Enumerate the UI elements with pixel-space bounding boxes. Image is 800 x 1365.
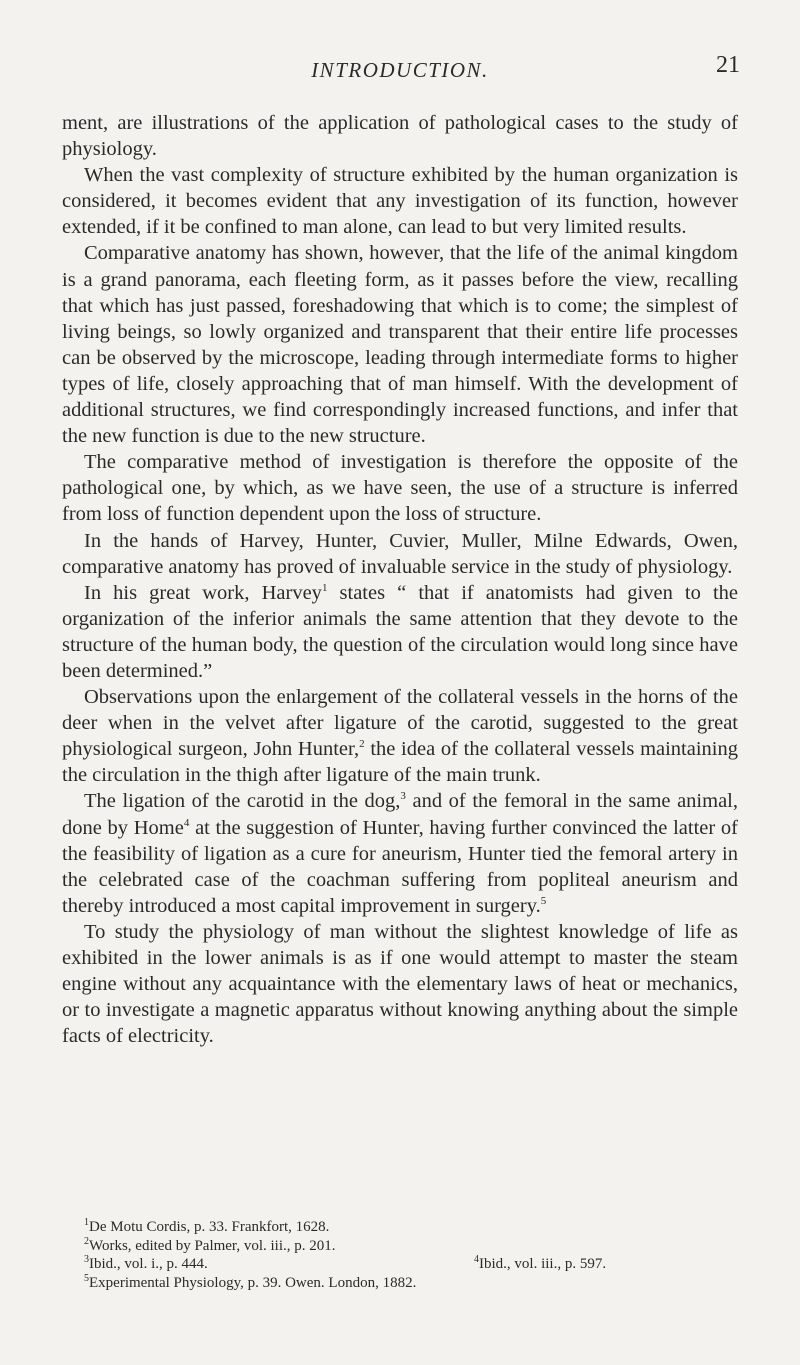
footnote-ref-2: 2 xyxy=(359,738,365,751)
footnote-4 xyxy=(474,1255,606,1274)
footnote-3-text: Ibid., vol. i., p. 444. xyxy=(89,1256,208,1272)
paragraph-6 xyxy=(62,580,738,684)
footnote-2 xyxy=(84,1237,744,1256)
paragraph-7-text-b: the idea of the collateral vessels maintaining the circulation in the thigh after ligature of the main trunk. xyxy=(62,738,738,787)
footnote-1-mark: 1 xyxy=(84,1217,89,1228)
footnote-5 xyxy=(84,1274,744,1293)
body-text xyxy=(62,110,738,1049)
paragraph-2: When the vast complexity of structure exhibited by the human organization is considered, it becomes evident that any investigation of its function, however extended, if it be confined to man alone, can lead to but very limited results. xyxy=(62,164,738,239)
footnote-ref-4: 4 xyxy=(183,816,190,829)
footnote-3-mark: 3 xyxy=(84,1254,89,1265)
footnote-5-text: Experimental Physiology, p. 39. Owen. London, 1882. xyxy=(89,1274,417,1291)
footnote-ref-3: 3 xyxy=(400,790,406,803)
paragraph-6-text-a: In his great work, Harvey xyxy=(84,581,322,604)
footnote-2-mark: 2 xyxy=(84,1235,89,1247)
paragraph-1: ment, are illustrations of the application of pathological cases to the study of physiology. xyxy=(62,112,738,161)
footnote-row-3-4 xyxy=(84,1255,744,1274)
paragraph-5: In the hands of Harvey, Hunter, Cuvier, Muller, Milne Edwards, Owen, comparative anatomy has proved of invaluable service in the study of physiology. xyxy=(62,529,738,578)
page-number: 21 xyxy=(716,52,740,78)
footnote-ref-5: 5 xyxy=(540,894,547,907)
footnotes xyxy=(84,1218,744,1292)
paragraph-8-text-c: at the suggestion of Hunter, having further convinced the latter of the feasibility of ligation as a cure for aneurism, Hunter tied the femoral artery in the celebrated case of the coachman suffering from popliteal aneurism and thereby introduced a most capital improvement in surgery. xyxy=(62,816,738,917)
paragraph-8-text-a: The ligation of the carotid in the dog, xyxy=(84,790,401,813)
paragraph-8 xyxy=(62,788,738,918)
paragraph-3: Comparative anatomy has shown, however, that the life of the animal kingdom is a grand panorama, each fleeting form, as it passes before the view, recalling that which has just passed, foreshadowing that which is to come; the simplest of living beings, so lowly organized and transparent that their entire life processes can be observed by the microscope, leading through intermediate forms to higher types of life, closely approaching that of man himself. With the development of additional structures, we find correspondingly increased functions, and infer that the new function is due to the new structure. xyxy=(62,242,738,448)
footnote-1-text: De Motu Cordis, p. 33. Frankfort, 1628. xyxy=(89,1219,330,1235)
paragraph-8-text-b: and of the femoral in the same animal, done by Home xyxy=(62,790,738,839)
footnote-4-mark: 4 xyxy=(474,1254,479,1265)
paragraph-6-text-b: states “ that if anatomists had given to the organization of the inferior animals the same attention that they devote to the structure of the human body, the question of the circulation would long since have been determined.” xyxy=(62,581,738,682)
footnote-ref-1: 1 xyxy=(321,581,328,594)
paragraph-7-text-a: Observations upon the enlargement of the collateral vessels in the horns of the deer when in the velvet after ligature of the carotid, suggested to the great physiological surgeon, John Hunter, xyxy=(62,686,738,761)
footnote-5-mark: 5 xyxy=(84,1272,89,1284)
footnote-1 xyxy=(84,1218,744,1237)
footnote-2-text: Works, edited by Palmer, vol. iii., p. 201. xyxy=(89,1237,336,1254)
footnote-3 xyxy=(84,1256,208,1272)
running-head xyxy=(60,52,740,88)
footnote-4-text: Ibid., vol. iii., p. 597. xyxy=(479,1256,607,1272)
running-title: INTRODUCTION. xyxy=(311,58,489,82)
paragraph-7 xyxy=(62,684,738,788)
paragraph-4: The comparative method of investigation is therefore the opposite of the pathological one, by which, as we have seen, the use of a structure is inferred from loss of function dependent upon the loss of structure. xyxy=(62,451,738,526)
paragraph-9: To study the physiology of man without the slightest knowledge of life as exhibited in the lower animals is as if one would attempt to master the steam engine without any acquaintance with the elementary laws of heat or mechanics, or to investigate a magnetic apparatus without knowing anything about the simple facts of electricity. xyxy=(62,920,738,1048)
